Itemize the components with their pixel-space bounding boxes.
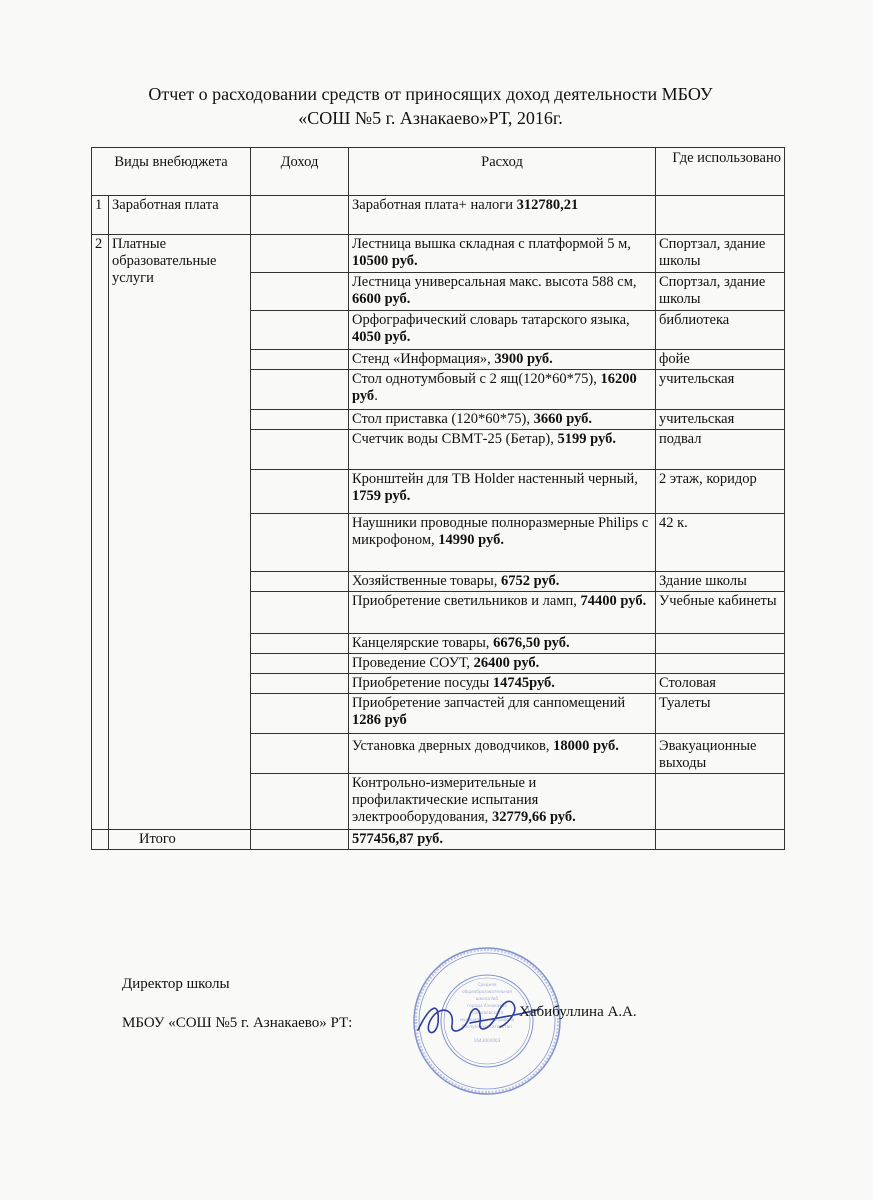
- svg-text:Республики Татарстан: Республики Татарстан: [461, 1024, 513, 1029]
- director-label: Директор школы: [122, 976, 230, 992]
- total-label: Итого: [109, 830, 251, 850]
- row-where: фойе: [656, 350, 785, 370]
- row-income: [251, 235, 349, 273]
- row-where: Учебные кабинеты: [656, 592, 785, 634]
- row-expense: Лестница вышка складная с платформой 5 м, 10500 руб.: [349, 235, 656, 273]
- row-expense: Стол приставка (120*60*75), 3660 руб.: [349, 410, 656, 430]
- row-expense: Приобретение посуды 14745руб.: [349, 674, 656, 694]
- row-income: [251, 196, 349, 235]
- row-expense: Наушники проводные полноразмерные Philips с микрофоном, 14990 руб.: [349, 514, 656, 572]
- expense-amount: 74400 руб.: [580, 593, 647, 609]
- expense-amount: 6676,50 руб.: [493, 635, 570, 651]
- header-expense: Расход: [349, 148, 656, 196]
- row-expense: Счетчик воды СВМТ-25 (Бетар), 5199 руб.: [349, 430, 656, 470]
- row-number: 1: [92, 196, 109, 235]
- expense-amount: 3900 руб.: [494, 351, 553, 367]
- row-where: [656, 774, 785, 830]
- expense-amount: 5199 руб.: [557, 431, 616, 447]
- expense-amount: 3660 руб.: [533, 411, 593, 427]
- row-expense: Хозяйственные товары, 6752 руб.: [349, 572, 656, 592]
- row-where: учительская: [656, 410, 785, 430]
- svg-text:муниципального района: муниципального района: [459, 1017, 515, 1022]
- title-line-2: «СОШ №5 г. Азнакаево»РТ, 2016г.: [298, 108, 563, 128]
- row-where: Столовая: [656, 674, 785, 694]
- svg-text:школа №5: школа №5: [475, 996, 499, 1001]
- row-expense: Заработная плата+ налоги 312780,21: [349, 196, 656, 235]
- table-row: [92, 235, 785, 273]
- expense-amount: 6600 руб.: [352, 291, 411, 307]
- title-line-1: Отчет о расходовании средств от приносящих доход деятельности МБОУ: [148, 84, 713, 104]
- row-where: [656, 634, 785, 654]
- row-where: библиотека: [656, 311, 785, 350]
- svg-text:города Азнакаево: города Азнакаево: [467, 1003, 507, 1008]
- row-expense: Установка дверных доводчиков, 18000 руб.: [349, 734, 656, 774]
- organization-label: МБОУ «СОШ №5 г. Азнакаево» РТ:: [122, 1015, 353, 1031]
- row-where: Спортзал, здание школы: [656, 273, 785, 311]
- expense-amount: 4050 руб.: [352, 329, 411, 345]
- row-expense: Приобретение запчастей для санпомещений 1286 руб: [349, 694, 656, 734]
- row-expense: Орфографический словарь татарского языка, 4050 руб.: [349, 311, 656, 350]
- svg-text:общеобразовательная: общеобразовательная: [462, 989, 512, 994]
- row-where: [656, 654, 785, 674]
- expense-amount: 14990 руб.: [438, 532, 504, 548]
- row-kind: Заработная плата: [109, 196, 251, 235]
- header-where: Где использовано: [656, 148, 785, 196]
- row-expense: Канцелярские товары, 6676,50 руб.: [349, 634, 656, 654]
- svg-text:1643004003: 1643004003: [473, 1038, 501, 1043]
- row-where: Спортзал, здание школы: [656, 235, 785, 273]
- header-income: Доход: [251, 148, 349, 196]
- row-expense: Стол однотумбовый с 2 ящ(120*60*75), 16200 руб.: [349, 370, 656, 410]
- header-kind: Виды внебюджета: [92, 148, 251, 196]
- row-number: 2: [92, 235, 109, 830]
- expense-amount: 16200 руб: [352, 371, 637, 404]
- row-where: подвал: [656, 430, 785, 470]
- page-title: [0, 82, 873, 130]
- table-row: [92, 196, 785, 235]
- expense-amount: 6752 руб.: [501, 573, 560, 589]
- expense-amount: 10500 руб.: [352, 253, 418, 269]
- row-expense: Проведение СОУТ, 26400 руб.: [349, 654, 656, 674]
- row-expense: Лестница универсальная макс. высота 588 см, 6600 руб.: [349, 273, 656, 311]
- total-amount: 577456,87 руб.: [349, 830, 656, 850]
- row-where: [656, 196, 785, 235]
- row-expense: Контрольно-измерительные и профилактические испытания электрооборудования, 32779,66 руб.: [349, 774, 656, 830]
- table-header-row: [92, 148, 785, 196]
- row-expense: Стенд «Информация», 3900 руб.: [349, 350, 656, 370]
- row-kind: Платные образовательные услуги: [109, 235, 251, 830]
- expense-amount: 1759 руб.: [352, 488, 411, 504]
- expense-amount: 18000 руб.: [553, 738, 619, 754]
- row-expense: Кронштейн для ТВ Holder настенный черный, 1759 руб.: [349, 470, 656, 514]
- expense-amount: 14745руб.: [492, 675, 555, 691]
- row-where: Здание школы: [656, 572, 785, 592]
- expense-amount: 26400 руб.: [473, 655, 540, 671]
- svg-text:Азнакаевского: Азнакаевского: [470, 1010, 504, 1015]
- row-where: Туалеты: [656, 694, 785, 734]
- row-expense: Приобретение светильников и ламп, 74400 руб.: [349, 592, 656, 634]
- total-row: [92, 830, 785, 850]
- expense-amount: 312780,21: [516, 197, 579, 213]
- svg-text:Средняя: Средняя: [477, 982, 497, 987]
- row-where: Эвакуационные выходы: [656, 734, 785, 774]
- expense-amount: 32779,66 руб.: [491, 809, 576, 825]
- row-where: 42 к.: [656, 514, 785, 572]
- director-name: Хабибуллина А.А.: [519, 1004, 637, 1020]
- report-table: [91, 147, 785, 850]
- row-where: 2 этаж, коридор: [656, 470, 785, 514]
- row-where: учительская: [656, 370, 785, 410]
- expense-amount: 1286 руб: [352, 712, 407, 728]
